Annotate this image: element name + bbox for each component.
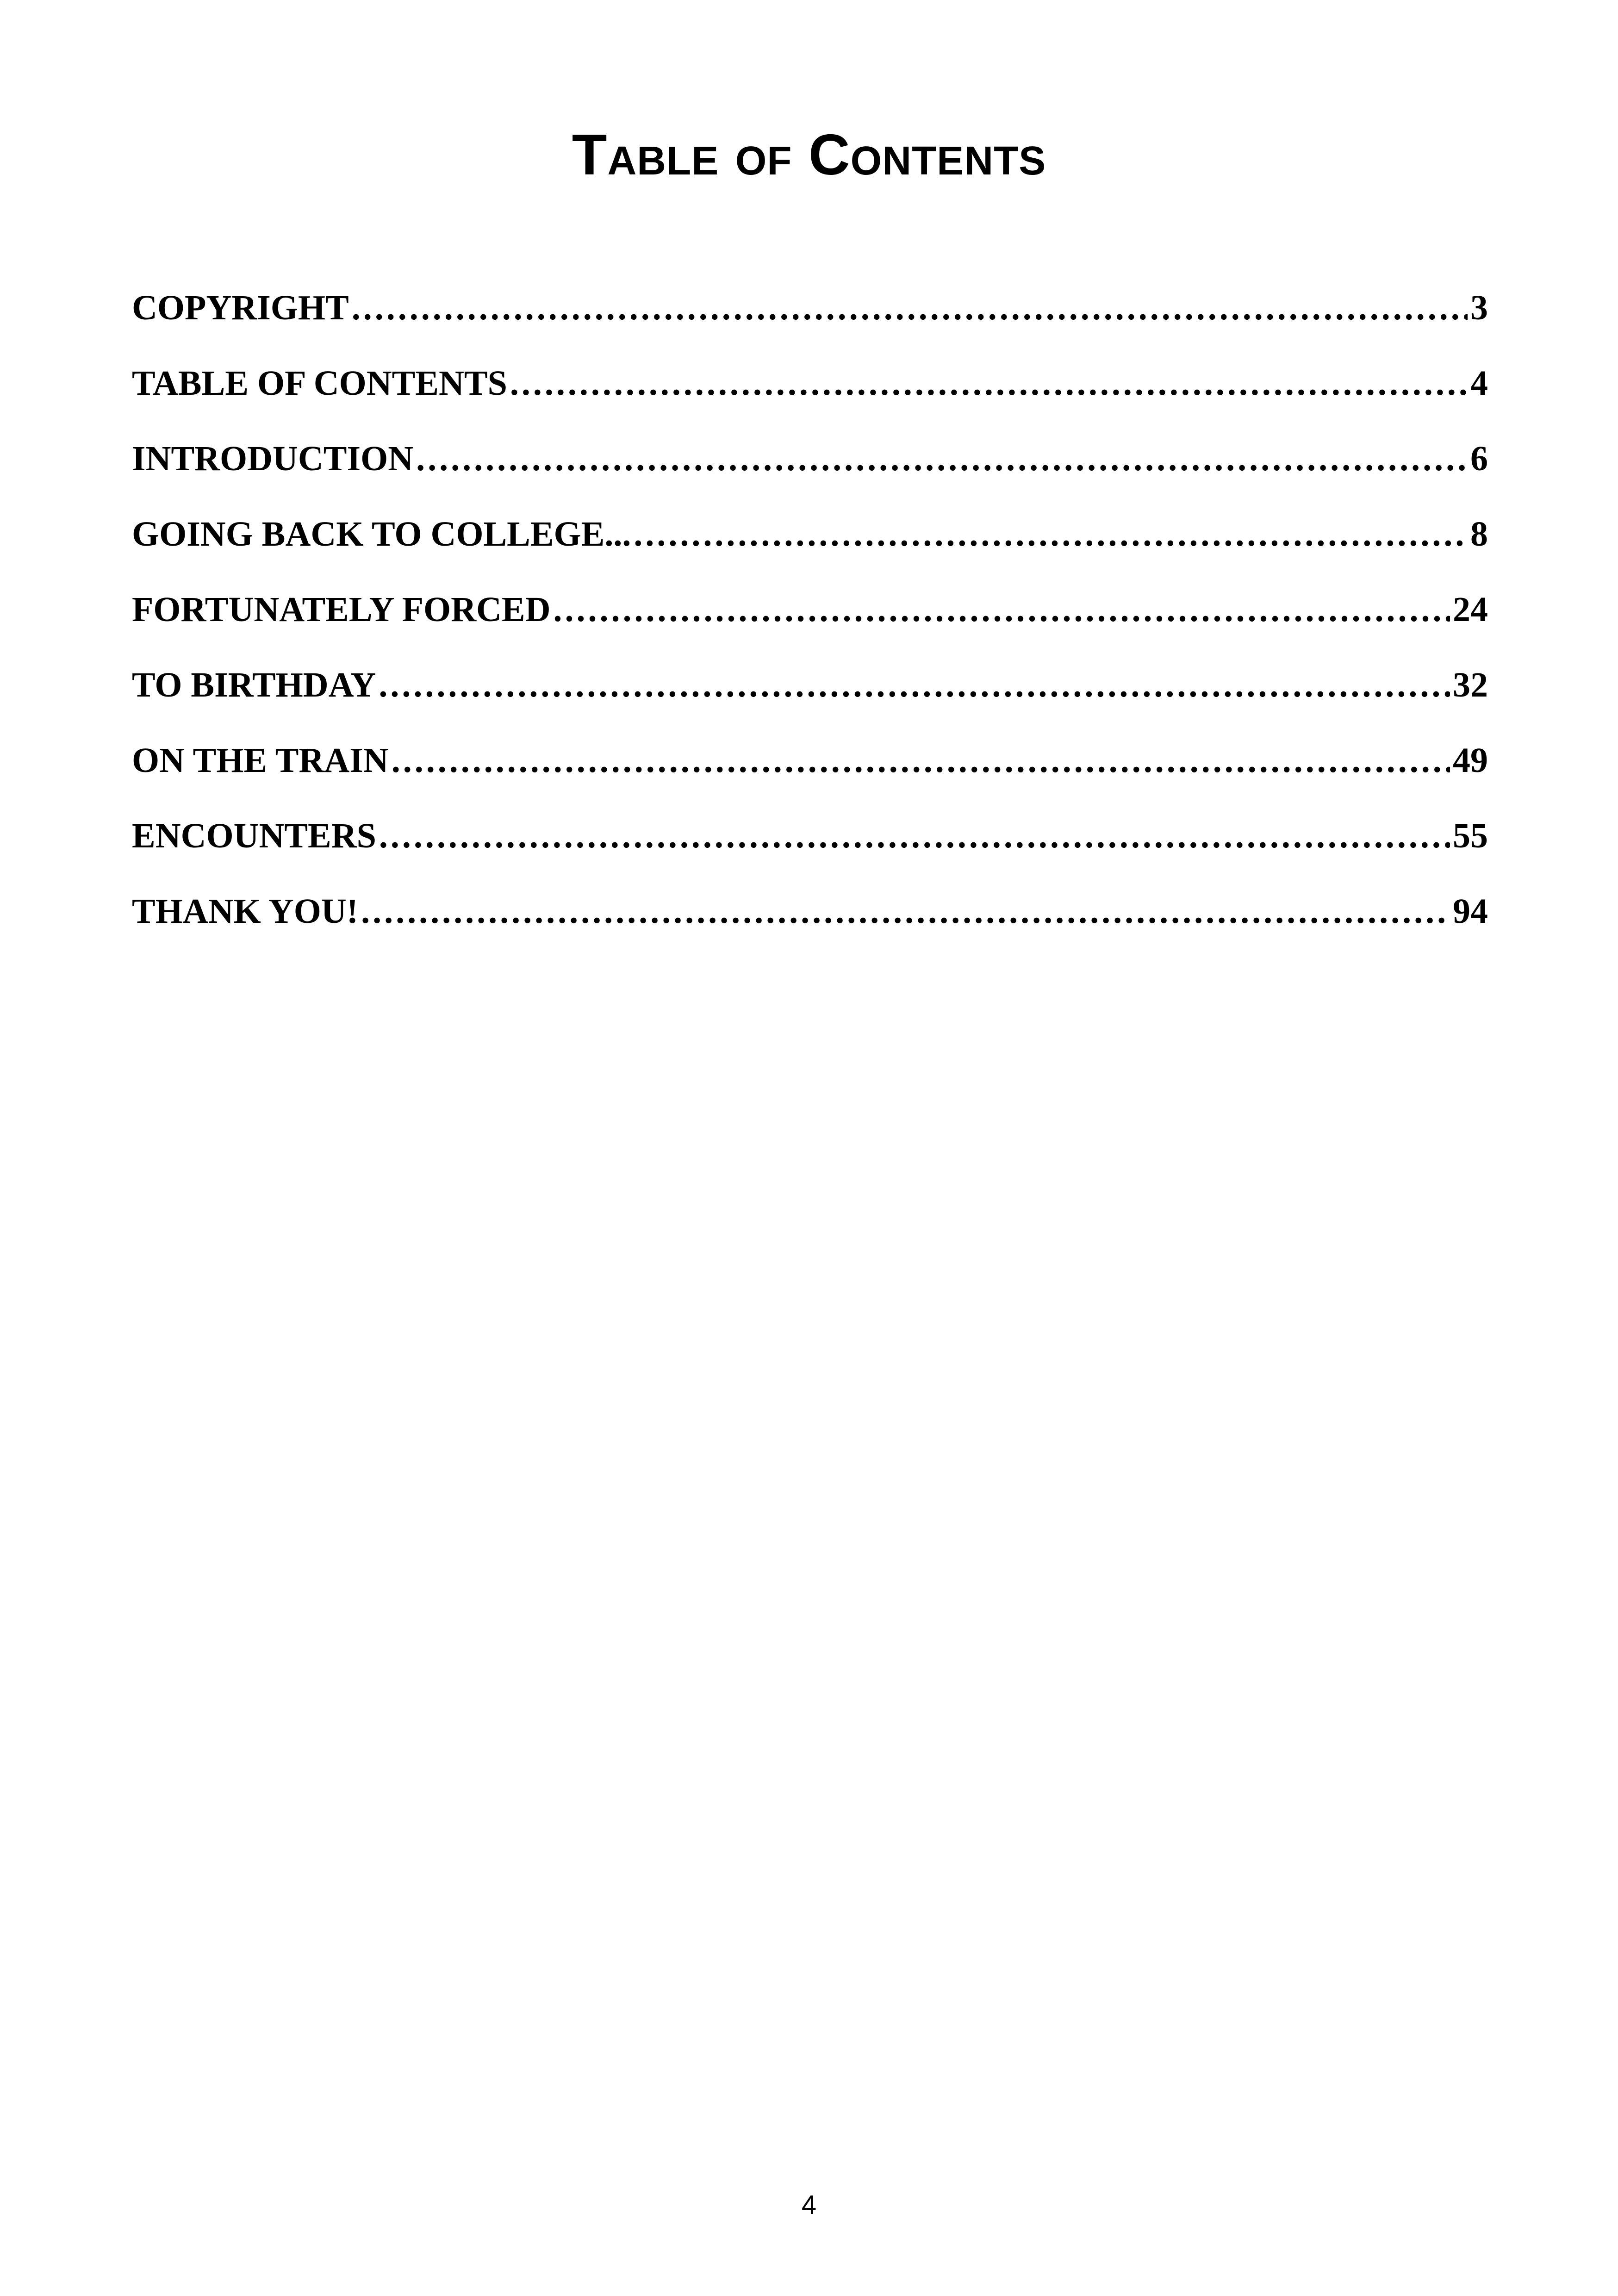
toc-entry-label: THANK YOU! [132,892,359,931]
toc-dot-leader [379,660,1450,710]
toc-entry-label: ON THE TRAIN [132,741,389,780]
toc-entry-introduction[interactable] [132,433,1488,509]
toc-entry-label: FORTUNATELY FORCED [132,590,551,629]
toc-entry-page: 6 [1470,439,1488,478]
toc-dot-leader [416,433,1468,484]
toc-entry-encounters[interactable] [132,810,1488,886]
toc-entry-label: TABLE OF CONTENTS [132,364,507,403]
toc-entry-label: GOING BACK TO COLLEGE... [132,515,631,554]
toc-dot-leader [392,735,1450,786]
toc-entry-page: 4 [1470,364,1488,403]
toc-entry-page: 94 [1453,892,1488,931]
toc-entry-label: INTRODUCTION [132,439,414,478]
toc-entry-page: 49 [1453,741,1488,780]
toc-entry-to-birthday[interactable] [132,660,1488,735]
toc-entry-fortunately-forced[interactable] [132,584,1488,660]
toc-dot-leader [634,509,1468,560]
toc-entry-thank-you[interactable] [132,886,1488,961]
toc-entry-page: 8 [1470,515,1488,554]
toc-entry-page: 3 [1470,288,1488,327]
toc-entry-on-the-train[interactable] [132,735,1488,810]
table-of-contents [132,282,1488,961]
page-number: 4 [801,2190,817,2220]
toc-dot-leader [379,810,1450,861]
toc-entry-label: ENCOUNTERS [132,816,376,855]
toc-entry-label: COPYRIGHT [132,288,349,327]
toc-entry-going-back-to-college[interactable] [132,509,1488,584]
toc-dot-leader [352,282,1468,333]
toc-entry-label: TO BIRTHDAY [132,666,376,704]
toc-entry-copyright[interactable] [132,282,1488,358]
toc-dot-leader [554,584,1450,635]
toc-dot-leader [361,886,1450,937]
toc-entry-table-of-contents[interactable] [132,358,1488,433]
toc-entry-page: 24 [1453,590,1488,629]
toc-entry-page: 32 [1453,666,1488,704]
toc-entry-page: 55 [1453,816,1488,855]
page-title: Table of Contents [572,123,1046,187]
toc-dot-leader [510,358,1468,409]
